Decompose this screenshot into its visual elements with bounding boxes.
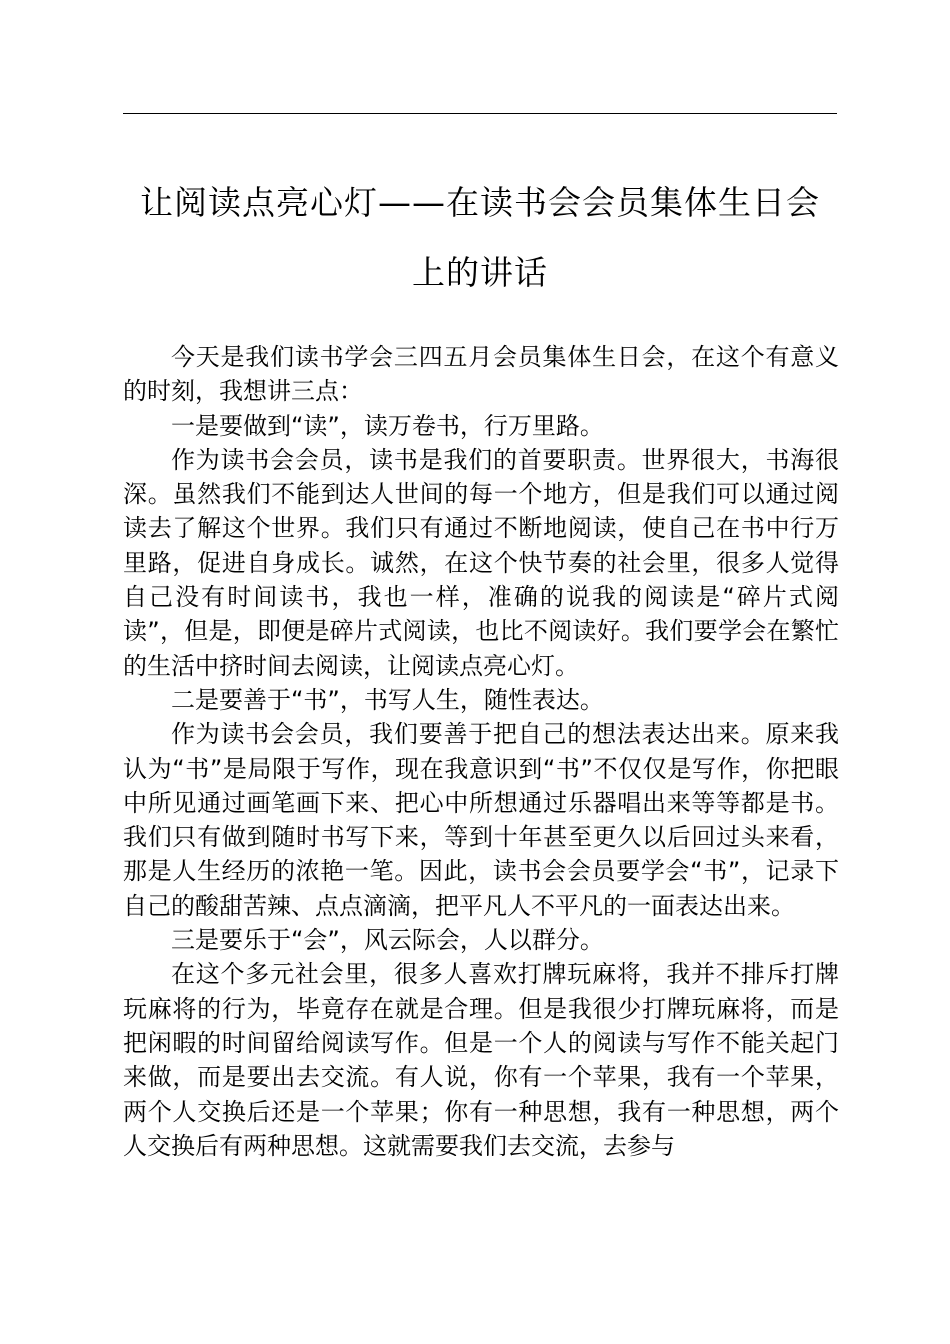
document-body (123, 340, 839, 1163)
point-three-heading: 三是要乐于“会”，风云际会，人以群分。 (171, 926, 604, 955)
intro-paragraph: 今天是我们读书学会三四五月会员集体生日会，在这个有意义的时刻，我想讲三点： (123, 343, 839, 406)
header-rule (123, 113, 837, 114)
point-two-paragraph: 作为读书会会员，我们要善于把自己的想法表达出来。原来我认为“书”是局限于写作，现在我意识到“书”不仅仅是写作，你把眼中所见通过画笔画下来、把心中所想通过乐器唱出来等等都是书。我们只有做到随时书写下来，等到十年甚至更久以后回过头来看，那是人生经历的浓艳一笔。因此，读书会会员要学会“书”，记录下自己的酸甜苦辣、点点滴滴，把平凡人不平凡的一面表达出来。 (123, 720, 839, 920)
document-title (110, 168, 850, 308)
title-line-1: 让阅读点亮心灯——在读书会会员集体生日会 (140, 183, 820, 222)
point-one-paragraph: 作为读书会会员，读书是我们的首要职责。世界很大，书海很深。虽然我们不能到达人世间的每一个地方，但是我们可以通过阅读去了解这个世界。我们只有通过不断地阅读，使自己在书中行万里路，促进自身成长。诚然，在这个快节奏的社会里，很多人觉得自己没有时间读书，我也一样，准确的说我的阅读是“碎片式阅读”，但是，即便是碎片式阅读，也比不阅读好。我们要学会在繁忙的生活中挤时间去阅读，让阅读点亮心灯。 (123, 445, 839, 680)
point-two-heading: 二是要善于“书”，书写人生，随性表达。 (171, 685, 604, 714)
point-three-paragraph: 在这个多元社会里，很多人喜欢打牌玩麻将，我并不排斥打牌玩麻将的行为，毕竟存在就是合理。但是我很少打牌玩麻将，而是把闲暇的时间留给阅读写作。但是一个人的阅读与写作不能关起门来做，而是要出去交流。有人说，你有一个苹果，我有一个苹果，两个人交换后还是一个苹果；你有一种思想，我有一种思想，两个人交换后有两种思想。这就需要我们去交流，去参与 (123, 960, 839, 1160)
title-line-2: 上的讲话 (412, 253, 548, 292)
point-one-heading: 一是要做到“读”，读万卷书，行万里路。 (171, 411, 604, 440)
